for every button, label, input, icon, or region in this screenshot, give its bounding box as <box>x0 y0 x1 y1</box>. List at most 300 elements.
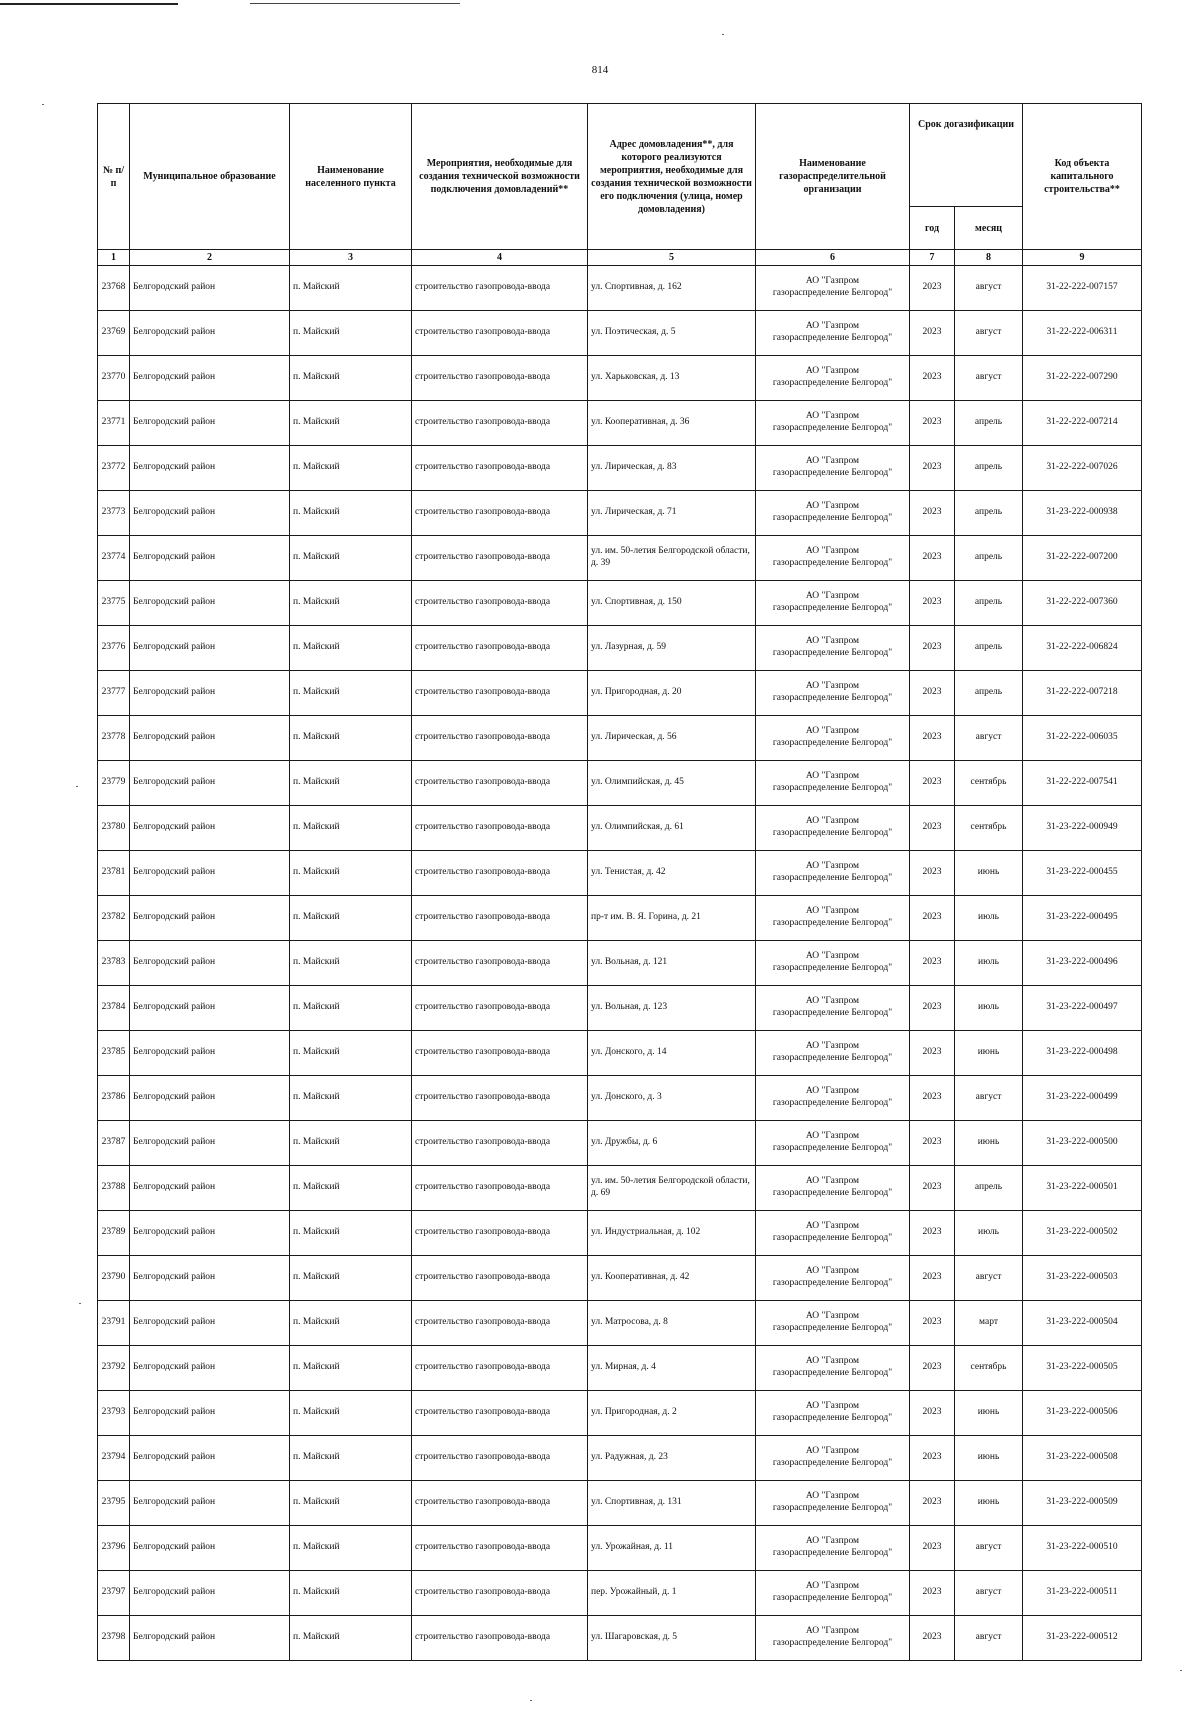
row-number: 23790 <box>98 1256 130 1301</box>
code-cell: 31-23-222-000455 <box>1023 851 1142 896</box>
address-cell: ул. Дружбы, д. 6 <box>588 1121 756 1166</box>
address-cell: ул. Кооперативная, д. 42 <box>588 1256 756 1301</box>
org-cell <box>756 1346 910 1391</box>
address-cell: ул. Спортивная, д. 150 <box>588 581 756 626</box>
settlement-cell: п. Майский <box>290 1166 412 1211</box>
year-cell: 2023 <box>910 626 955 671</box>
year-cell: 2023 <box>910 941 955 986</box>
measure-cell: строительство газопровода-ввода <box>412 986 588 1031</box>
municipality-cell: Белгородский район <box>130 896 290 941</box>
table-row <box>98 1256 1142 1301</box>
year-cell: 2023 <box>910 1076 955 1121</box>
settlement-cell: п. Майский <box>290 1481 412 1526</box>
settlement-cell: п. Майский <box>290 1121 412 1166</box>
org-line: газораспределение Белгород" <box>772 693 893 703</box>
header-year: год <box>910 207 955 250</box>
org-cell <box>756 716 910 761</box>
scan-speck <box>79 1303 81 1304</box>
address-cell: ул. Вольная, д. 121 <box>588 941 756 986</box>
code-cell: 31-22-222-007290 <box>1023 356 1142 401</box>
code-cell: 31-23-222-000508 <box>1023 1436 1142 1481</box>
municipality-cell: Белгородский район <box>130 401 290 446</box>
year-cell: 2023 <box>910 536 955 581</box>
org-cell <box>756 626 910 671</box>
page-number: 814 <box>591 64 609 76</box>
settlement-cell: п. Майский <box>290 1346 412 1391</box>
measure-cell: строительство газопровода-ввода <box>412 1526 588 1571</box>
header-municipality: Муниципальное образование <box>130 104 290 250</box>
year-cell: 2023 <box>910 401 955 446</box>
address-cell: ул. Радужная, д. 23 <box>588 1436 756 1481</box>
code-cell: 31-22-222-007200 <box>1023 536 1142 581</box>
municipality-cell: Белгородский район <box>130 986 290 1031</box>
org-cell <box>756 1076 910 1121</box>
org-cell <box>756 1256 910 1301</box>
column-number: 2 <box>130 250 290 266</box>
table-row <box>98 671 1142 716</box>
row-number: 23784 <box>98 986 130 1031</box>
address-cell: ул. Индустриальная, д. 102 <box>588 1211 756 1256</box>
row-number: 23774 <box>98 536 130 581</box>
org-line: АО "Газпром <box>805 636 860 647</box>
table-row <box>98 896 1142 941</box>
scan-speck <box>42 104 44 105</box>
org-line: АО "Газпром <box>805 996 860 1007</box>
month-cell: июнь <box>955 1121 1023 1166</box>
code-cell: 31-23-222-000498 <box>1023 1031 1142 1076</box>
address-cell: ул. Вольная, д. 123 <box>588 986 756 1031</box>
org-line: АО "Газпром <box>805 1176 860 1187</box>
org-cell <box>756 896 910 941</box>
municipality-cell: Белгородский район <box>130 536 290 581</box>
settlement-cell: п. Майский <box>290 716 412 761</box>
org-cell <box>756 1211 910 1256</box>
measure-cell: строительство газопровода-ввода <box>412 491 588 536</box>
settlement-cell: п. Майский <box>290 266 412 311</box>
municipality-cell: Белгородский район <box>130 1526 290 1571</box>
address-cell: ул. Пригородная, д. 2 <box>588 1391 756 1436</box>
code-cell: 31-23-222-000506 <box>1023 1391 1142 1436</box>
measure-cell: строительство газопровода-ввода <box>412 1076 588 1121</box>
org-line: газораспределение Белгород" <box>772 918 893 928</box>
table-row <box>98 1076 1142 1121</box>
row-number: 23776 <box>98 626 130 671</box>
org-line: АО "Газпром <box>805 1356 860 1367</box>
org-line: АО "Газпром <box>805 1266 860 1277</box>
code-cell: 31-23-222-000949 <box>1023 806 1142 851</box>
year-cell: 2023 <box>910 1346 955 1391</box>
org-cell <box>756 1121 910 1166</box>
row-number: 23789 <box>98 1211 130 1256</box>
row-number: 23771 <box>98 401 130 446</box>
settlement-cell: п. Майский <box>290 1301 412 1346</box>
table-row <box>98 986 1142 1031</box>
address-cell: ул. Лирическая, д. 71 <box>588 491 756 536</box>
address-cell: ул. Лирическая, д. 83 <box>588 446 756 491</box>
code-cell: 31-22-222-007214 <box>1023 401 1142 446</box>
year-cell: 2023 <box>910 716 955 761</box>
row-number: 23796 <box>98 1526 130 1571</box>
table-row <box>98 1481 1142 1526</box>
measure-cell: строительство газопровода-ввода <box>412 266 588 311</box>
month-cell: август <box>955 1076 1023 1121</box>
month-cell: апрель <box>955 626 1023 671</box>
settlement-cell: п. Майский <box>290 1616 412 1661</box>
org-line: газораспределение Белгород" <box>772 558 893 568</box>
table-row <box>98 1391 1142 1436</box>
municipality-cell: Белгородский район <box>130 491 290 536</box>
address-cell: ул. Урожайная, д. 11 <box>588 1526 756 1571</box>
year-cell: 2023 <box>910 311 955 356</box>
municipality-cell: Белгородский район <box>130 1166 290 1211</box>
code-cell: 31-22-222-007026 <box>1023 446 1142 491</box>
row-number: 23769 <box>98 311 130 356</box>
month-cell: март <box>955 1301 1023 1346</box>
month-cell: июль <box>955 896 1023 941</box>
measure-cell: строительство газопровода-ввода <box>412 311 588 356</box>
scan-speck <box>1180 1670 1182 1671</box>
address-cell: ул. Поэтическая, д. 5 <box>588 311 756 356</box>
municipality-cell: Белгородский район <box>130 806 290 851</box>
year-cell: 2023 <box>910 1256 955 1301</box>
year-cell: 2023 <box>910 806 955 851</box>
code-cell: 31-23-222-000500 <box>1023 1121 1142 1166</box>
org-line: АО "Газпром <box>805 411 860 422</box>
year-cell: 2023 <box>910 1211 955 1256</box>
code-cell: 31-23-222-000499 <box>1023 1076 1142 1121</box>
code-cell: 31-23-222-000502 <box>1023 1211 1142 1256</box>
settlement-cell: п. Майский <box>290 401 412 446</box>
org-line: газораспределение Белгород" <box>772 378 893 388</box>
table-row <box>98 491 1142 536</box>
measure-cell: строительство газопровода-ввода <box>412 1031 588 1076</box>
settlement-cell: п. Майский <box>290 1436 412 1481</box>
table-row <box>98 1436 1142 1481</box>
year-cell: 2023 <box>910 266 955 311</box>
municipality-cell: Белгородский район <box>130 626 290 671</box>
row-number: 23768 <box>98 266 130 311</box>
address-cell: ул. Лирическая, д. 56 <box>588 716 756 761</box>
org-line: АО "Газпром <box>805 906 860 917</box>
column-number: 1 <box>98 250 130 266</box>
header-org: Наименование газораспределительной организации <box>756 104 910 250</box>
code-cell: 31-23-222-000505 <box>1023 1346 1142 1391</box>
org-line: газораспределение Белгород" <box>772 1188 893 1198</box>
gasification-table <box>97 103 1142 1661</box>
year-cell: 2023 <box>910 1166 955 1211</box>
org-line: газораспределение Белгород" <box>772 1548 893 1558</box>
municipality-cell: Белгородский район <box>130 1346 290 1391</box>
code-cell: 31-23-222-000511 <box>1023 1571 1142 1616</box>
measure-cell: строительство газопровода-ввода <box>412 941 588 986</box>
org-line: АО "Газпром <box>805 1581 860 1592</box>
org-line: газораспределение Белгород" <box>772 288 893 298</box>
code-cell: 31-22-222-007218 <box>1023 671 1142 716</box>
address-cell: ул. им. 50-летия Белгородской области, д. 39 <box>588 536 756 581</box>
month-cell: июль <box>955 1211 1023 1256</box>
code-cell: 31-23-222-000509 <box>1023 1481 1142 1526</box>
settlement-cell: п. Майский <box>290 1256 412 1301</box>
column-number: 5 <box>588 250 756 266</box>
municipality-cell: Белгородский район <box>130 761 290 806</box>
org-cell <box>756 1031 910 1076</box>
row-number: 23780 <box>98 806 130 851</box>
municipality-cell: Белгородский район <box>130 941 290 986</box>
org-cell <box>756 356 910 401</box>
org-line: газораспределение Белгород" <box>772 1413 893 1423</box>
org-line: газораспределение Белгород" <box>772 648 893 658</box>
month-cell: апрель <box>955 581 1023 626</box>
header-code: Код объекта капитального строительства** <box>1023 104 1142 250</box>
table-row <box>98 716 1142 761</box>
municipality-cell: Белгородский район <box>130 1211 290 1256</box>
measure-cell: строительство газопровода-ввода <box>412 1256 588 1301</box>
measure-cell: строительство газопровода-ввода <box>412 806 588 851</box>
table-row <box>98 1121 1142 1166</box>
org-line: газораспределение Белгород" <box>772 1053 893 1063</box>
org-cell <box>756 1166 910 1211</box>
month-cell: август <box>955 1616 1023 1661</box>
measure-cell: строительство газопровода-ввода <box>412 1571 588 1616</box>
address-cell: ул. Спортивная, д. 131 <box>588 1481 756 1526</box>
address-cell: пр-т им. В. Я. Горина, д. 21 <box>588 896 756 941</box>
table-row <box>98 761 1142 806</box>
org-cell <box>756 1481 910 1526</box>
org-cell <box>756 1526 910 1571</box>
settlement-cell: п. Майский <box>290 536 412 581</box>
code-cell: 31-23-222-000501 <box>1023 1166 1142 1211</box>
measure-cell: строительство газопровода-ввода <box>412 626 588 671</box>
settlement-cell: п. Майский <box>290 311 412 356</box>
org-line: АО "Газпром <box>805 1221 860 1232</box>
org-line: газораспределение Белгород" <box>772 1098 893 1108</box>
column-number: 8 <box>955 250 1023 266</box>
address-cell: ул. Кооперативная, д. 36 <box>588 401 756 446</box>
measure-cell: строительство газопровода-ввода <box>412 446 588 491</box>
code-cell: 31-22-222-007360 <box>1023 581 1142 626</box>
measure-cell: строительство газопровода-ввода <box>412 1481 588 1526</box>
scan-speck <box>722 34 724 35</box>
code-cell: 31-23-222-000938 <box>1023 491 1142 536</box>
measure-cell: строительство газопровода-ввода <box>412 1616 588 1661</box>
settlement-cell: п. Майский <box>290 671 412 716</box>
org-line: АО "Газпром <box>805 501 860 512</box>
table-row <box>98 1031 1142 1076</box>
year-cell: 2023 <box>910 1031 955 1076</box>
org-line: газораспределение Белгород" <box>772 963 893 973</box>
year-cell: 2023 <box>910 581 955 626</box>
measure-cell: строительство газопровода-ввода <box>412 581 588 626</box>
table-row <box>98 581 1142 626</box>
org-line: газораспределение Белгород" <box>772 828 893 838</box>
municipality-cell: Белгородский район <box>130 1031 290 1076</box>
column-number: 3 <box>290 250 412 266</box>
table-row <box>98 311 1142 356</box>
month-cell: август <box>955 1526 1023 1571</box>
org-line: газораспределение Белгород" <box>772 513 893 523</box>
month-cell: апрель <box>955 671 1023 716</box>
org-line: АО "Газпром <box>805 1131 860 1142</box>
code-cell: 31-23-222-000495 <box>1023 896 1142 941</box>
org-line: АО "Газпром <box>805 1491 860 1502</box>
address-cell: ул. Донского, д. 3 <box>588 1076 756 1121</box>
address-cell: ул. Олимпийская, д. 45 <box>588 761 756 806</box>
org-line: АО "Газпром <box>805 1086 860 1097</box>
settlement-cell: п. Майский <box>290 1526 412 1571</box>
org-cell <box>756 806 910 851</box>
org-line: газораспределение Белгород" <box>772 1233 893 1243</box>
address-cell: пер. Урожайный, д. 1 <box>588 1571 756 1616</box>
row-number: 23795 <box>98 1481 130 1526</box>
address-cell: ул. Олимпийская, д. 61 <box>588 806 756 851</box>
org-line: газораспределение Белгород" <box>772 333 893 343</box>
org-line: АО "Газпром <box>805 1626 860 1637</box>
org-line: АО "Газпром <box>805 1446 860 1457</box>
org-line: АО "Газпром <box>805 951 860 962</box>
org-line: газораспределение Белгород" <box>772 1143 893 1153</box>
year-cell: 2023 <box>910 1616 955 1661</box>
month-cell: апрель <box>955 1166 1023 1211</box>
code-cell: 31-23-222-000497 <box>1023 986 1142 1031</box>
year-cell: 2023 <box>910 761 955 806</box>
measure-cell: строительство газопровода-ввода <box>412 1391 588 1436</box>
table-row <box>98 1526 1142 1571</box>
row-number: 23778 <box>98 716 130 761</box>
settlement-cell: п. Майский <box>290 941 412 986</box>
org-cell <box>756 1436 910 1481</box>
settlement-cell: п. Майский <box>290 1031 412 1076</box>
municipality-cell: Белгородский район <box>130 356 290 401</box>
org-line: газораспределение Белгород" <box>772 603 893 613</box>
municipality-cell: Белгородский район <box>130 311 290 356</box>
month-cell: август <box>955 1256 1023 1301</box>
table-row <box>98 266 1142 311</box>
row-number: 23770 <box>98 356 130 401</box>
org-line: АО "Газпром <box>805 1041 860 1052</box>
code-cell: 31-23-222-000510 <box>1023 1526 1142 1571</box>
org-cell <box>756 671 910 716</box>
row-number: 23798 <box>98 1616 130 1661</box>
settlement-cell: п. Майский <box>290 446 412 491</box>
table-row <box>98 1166 1142 1211</box>
column-number-row <box>98 250 1142 266</box>
year-cell: 2023 <box>910 1481 955 1526</box>
address-cell: ул. Харьковская, д. 13 <box>588 356 756 401</box>
scan-top-rule-left <box>0 3 178 5</box>
settlement-cell: п. Майский <box>290 1211 412 1256</box>
org-line: газораспределение Белгород" <box>772 783 893 793</box>
address-cell: ул. Лазурная, д. 59 <box>588 626 756 671</box>
settlement-cell: п. Майский <box>290 986 412 1031</box>
measure-cell: строительство газопровода-ввода <box>412 1121 588 1166</box>
org-line: газораспределение Белгород" <box>772 1368 893 1378</box>
table-row <box>98 941 1142 986</box>
column-number: 9 <box>1023 250 1142 266</box>
table-row <box>98 1571 1142 1616</box>
address-cell: ул. Спортивная, д. 162 <box>588 266 756 311</box>
month-cell: июнь <box>955 1481 1023 1526</box>
org-line: АО "Газпром <box>805 1311 860 1322</box>
row-number: 23793 <box>98 1391 130 1436</box>
org-line: АО "Газпром <box>805 861 860 872</box>
month-cell: сентябрь <box>955 1346 1023 1391</box>
org-line: газораспределение Белгород" <box>772 1278 893 1288</box>
year-cell: 2023 <box>910 1301 955 1346</box>
municipality-cell: Белгородский район <box>130 1256 290 1301</box>
org-cell <box>756 1301 910 1346</box>
municipality-cell: Белгородский район <box>130 1121 290 1166</box>
municipality-cell: Белгородский район <box>130 851 290 896</box>
month-cell: апрель <box>955 446 1023 491</box>
org-cell <box>756 941 910 986</box>
month-cell: август <box>955 716 1023 761</box>
address-cell: ул. Тенистая, д. 42 <box>588 851 756 896</box>
settlement-cell: п. Майский <box>290 896 412 941</box>
org-cell <box>756 851 910 896</box>
org-line: газораспределение Белгород" <box>772 1458 893 1468</box>
table-header <box>98 104 1142 266</box>
table-body <box>98 266 1142 1661</box>
org-line: газораспределение Белгород" <box>772 1593 893 1603</box>
row-number: 23785 <box>98 1031 130 1076</box>
code-cell: 31-22-222-006035 <box>1023 716 1142 761</box>
table-row <box>98 1616 1142 1661</box>
month-cell: август <box>955 1571 1023 1616</box>
table-row <box>98 536 1142 581</box>
org-line: АО "Газпром <box>805 366 860 377</box>
settlement-cell: п. Майский <box>290 581 412 626</box>
row-number: 23794 <box>98 1436 130 1481</box>
measure-cell: строительство газопровода-ввода <box>412 896 588 941</box>
code-cell: 31-22-222-006824 <box>1023 626 1142 671</box>
header-term: Срок догазификации <box>910 104 1023 207</box>
municipality-cell: Белгородский район <box>130 266 290 311</box>
measure-cell: строительство газопровода-ввода <box>412 1166 588 1211</box>
row-number: 23772 <box>98 446 130 491</box>
year-cell: 2023 <box>910 1571 955 1616</box>
row-number: 23779 <box>98 761 130 806</box>
scan-speck <box>76 786 78 787</box>
year-cell: 2023 <box>910 1391 955 1436</box>
org-line: газораспределение Белгород" <box>772 1008 893 1018</box>
org-line: АО "Газпром <box>805 456 860 467</box>
measure-cell: строительство газопровода-ввода <box>412 536 588 581</box>
row-number: 23791 <box>98 1301 130 1346</box>
header-settlement: Наименование населенного пункта <box>290 104 412 250</box>
code-cell: 31-22-222-007157 <box>1023 266 1142 311</box>
code-cell: 31-23-222-000512 <box>1023 1616 1142 1661</box>
month-cell: июнь <box>955 851 1023 896</box>
column-number: 4 <box>412 250 588 266</box>
org-cell <box>756 1571 910 1616</box>
address-cell: ул. Шагаровская, д. 5 <box>588 1616 756 1661</box>
month-cell: сентябрь <box>955 806 1023 851</box>
month-cell: июль <box>955 941 1023 986</box>
header-address: Адрес домовладения**, для которого реализуются мероприятия, необходимые для создания технической возможности его подключения (улица, номер домовладения) <box>588 104 756 250</box>
settlement-cell: п. Майский <box>290 851 412 896</box>
measure-cell: строительство газопровода-ввода <box>412 1301 588 1346</box>
org-cell <box>756 266 910 311</box>
header-num: № п/п <box>98 104 130 250</box>
measure-cell: строительство газопровода-ввода <box>412 1346 588 1391</box>
org-line: АО "Газпром <box>805 1536 860 1547</box>
measure-cell: строительство газопровода-ввода <box>412 1436 588 1481</box>
municipality-cell: Белгородский район <box>130 1616 290 1661</box>
org-line: газораспределение Белгород" <box>772 738 893 748</box>
settlement-cell: п. Майский <box>290 806 412 851</box>
month-cell: июнь <box>955 1436 1023 1481</box>
org-line: АО "Газпром <box>805 681 860 692</box>
